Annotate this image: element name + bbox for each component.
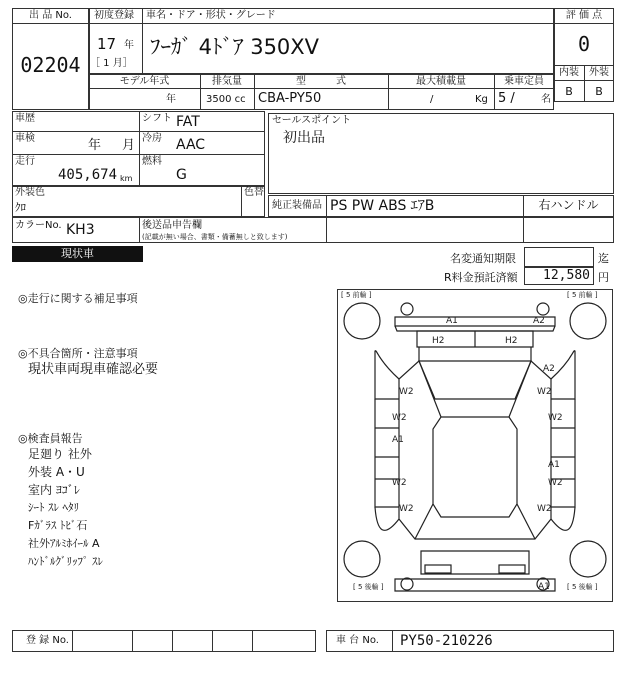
front-right-light (537, 303, 549, 315)
left-front-door-mark-w2: W2 (392, 413, 407, 423)
trunk (421, 551, 529, 574)
left-rear-door-mark-w2: W2 (392, 478, 407, 488)
right-fender-mark-w2: W2 (537, 387, 552, 397)
right-fender-mark-a2: A2 (543, 364, 555, 374)
interior-label: 内装 (559, 67, 579, 78)
inspection-month: 月 (122, 138, 136, 153)
rear-left-tire-tag: [ 5 後輪 ] (353, 583, 384, 591)
right-rear-door-mark-a1: A1 (548, 460, 560, 470)
left-front-fender (375, 351, 399, 399)
exterior-label: 外装 (589, 67, 609, 78)
interior-grade: B (565, 85, 573, 98)
name-label: 車名・ドア・形状・グレード (146, 10, 276, 21)
max-load-slash: / (430, 94, 434, 105)
current-status-badge: 現状車 (12, 246, 143, 262)
exterior-grade: B (595, 85, 603, 98)
rear-bumper (395, 579, 555, 591)
model-year-label: モデル年式 (119, 76, 170, 87)
rear-left-tire (344, 541, 380, 577)
mileage-value: 405,674 (58, 167, 118, 183)
lot-number: 02204 (20, 53, 81, 77)
front-left-tire-tag: [ 5 前輪 ] (341, 291, 372, 299)
front-bumper-mark-a2: A2 (533, 316, 545, 326)
reg-year-unit: 年 (124, 40, 134, 51)
right-quarter-mark-w2: W2 (537, 504, 552, 514)
reg-month: ［ 1 月］ (90, 58, 133, 69)
name-change-box (524, 247, 594, 267)
color-no-value: KH3 (66, 222, 95, 238)
front-right-tire (570, 303, 606, 339)
inspection-year: 年 (88, 138, 102, 153)
aftermarket-label: 後送品申告欄 (142, 220, 202, 231)
left-front-door-mark-a1: A1 (392, 435, 404, 445)
chassis-label: 車 台 No. (336, 635, 379, 646)
left-rear-quarter (375, 507, 399, 530)
max-load-unit: Kg (475, 94, 488, 105)
lot-label: 出 品 No. (29, 10, 72, 21)
steering-value: 右ハンドル (538, 198, 599, 212)
color-change-label: 色替 (244, 187, 264, 198)
reg-label: 初度登録 (94, 10, 134, 21)
aftermarket-note: (記載が無い場合、書類・備蓄無しと致します) (142, 233, 288, 241)
displacement-label: 排気量 (212, 76, 242, 87)
inspector-line: ﾊﾝﾄﾞﾙｸﾞﾘｯﾌﾟ ｽﾚ (28, 555, 103, 568)
defect-notes-text: 現状車両現車確認必要 (28, 362, 159, 377)
right-front-fender (551, 351, 575, 399)
recycle-label: R料金預託済額 (444, 271, 518, 284)
rear-plate-right (499, 565, 525, 573)
body-outline (399, 347, 551, 539)
inspection-label: 車検 (15, 133, 35, 144)
recycle-amount: 12,580 (543, 268, 590, 283)
right-rear-door-mark-w2: W2 (548, 478, 563, 488)
color-no-label: カラーNo. (15, 220, 62, 231)
defect-notes-header: ◎不具合箇所・注意事項 (18, 347, 138, 360)
ac-label: 冷房 (142, 133, 162, 144)
mileage-unit: km (120, 174, 133, 183)
windshield (419, 361, 531, 399)
displacement-value: 3500 cc (206, 94, 246, 105)
right-front-door-mark-w2: W2 (548, 413, 563, 423)
right-rear-quarter (551, 507, 575, 530)
reg-year: 17 (97, 35, 117, 53)
rear-right-tire-tag: [ 5 後輪 ] (567, 583, 598, 591)
front-left-tire (344, 303, 380, 339)
driving-notes-header: ◎走行に関する補足事項 (18, 292, 138, 305)
equipment-label: 純正装備品 (272, 200, 322, 211)
front-bumper-mark-a1: A1 (446, 316, 458, 326)
model-year-unit: 年 (166, 94, 176, 105)
car-diagram (337, 289, 613, 602)
inspector-header: ◎検査員報告 (18, 432, 83, 445)
history-label: 車歴 (15, 113, 35, 124)
mileage-label: 走行 (15, 156, 35, 167)
score-value: 0 (577, 32, 591, 56)
ext-color-box (12, 185, 265, 217)
name-change-label: 名変通知期限 (450, 252, 516, 265)
front-left-light (401, 303, 413, 315)
inspector-line: ｼｰﾄ ｽﾚ ﾍﾀﾘ (28, 501, 79, 514)
sales-point-label: セールスポイント (272, 115, 352, 126)
ext-color-value: ｸﾛ (15, 201, 26, 214)
front-right-tire-tag: [ 5 前輪 ] (567, 291, 598, 299)
front-bumper (395, 317, 555, 331)
shift-value: FAT (176, 114, 200, 130)
type-label: 型 式 (296, 76, 346, 87)
rear-bumper-mark-a1: A1 (538, 582, 550, 592)
shift-label: シフト (142, 113, 172, 124)
recycle-unit: 円 (598, 271, 609, 284)
capacity-value: 5 / (498, 91, 515, 106)
capacity-unit: 名 (541, 94, 551, 105)
car-name: ﾌｰｶﾞ 4ﾄﾞｱ 350XV (150, 35, 320, 59)
max-load-label: 最大積載量 (416, 76, 466, 87)
sales-point-value: 初出品 (283, 130, 325, 146)
left-fender-mark-w2: W2 (399, 387, 414, 397)
hood-mark-h2-right: H2 (505, 336, 518, 346)
chassis-number: PY50-210226 (400, 633, 493, 649)
rear-plate-left (425, 565, 451, 573)
inspector-line: Fｶﾞﾗｽ ﾄﾋﾞ石 (28, 519, 88, 532)
name-change-unit: 迄 (598, 252, 609, 265)
fuel-value: G (176, 167, 187, 183)
rear-right-tire (570, 541, 606, 577)
type-value: CBA-PY50 (258, 91, 322, 106)
ext-color-label: 外装色 (15, 187, 45, 198)
reg-no-label: 登 録 No. (26, 635, 69, 646)
score-label: 評 価 点 (565, 10, 603, 21)
inspector-line: 外装 A・U (28, 465, 85, 479)
equipment-value: PS PW ABS ｴｱB (330, 198, 435, 214)
inspector-line: 室内 ﾖｺﾞﾚ (28, 483, 80, 497)
hood-mark-h2-left: H2 (432, 336, 445, 346)
rear-left-light (401, 578, 413, 590)
left-quarter-mark-w2: W2 (399, 504, 414, 514)
capacity-label: 乗車定員 (504, 76, 544, 87)
fuel-label: 燃料 (142, 156, 162, 167)
inspector-line: 社外ｱﾙﾐﾎｲｰﾙ A (28, 537, 100, 550)
ac-value: AAC (176, 137, 206, 153)
inspector-line: 足廻り 社外 (28, 447, 92, 461)
roof (433, 417, 517, 517)
